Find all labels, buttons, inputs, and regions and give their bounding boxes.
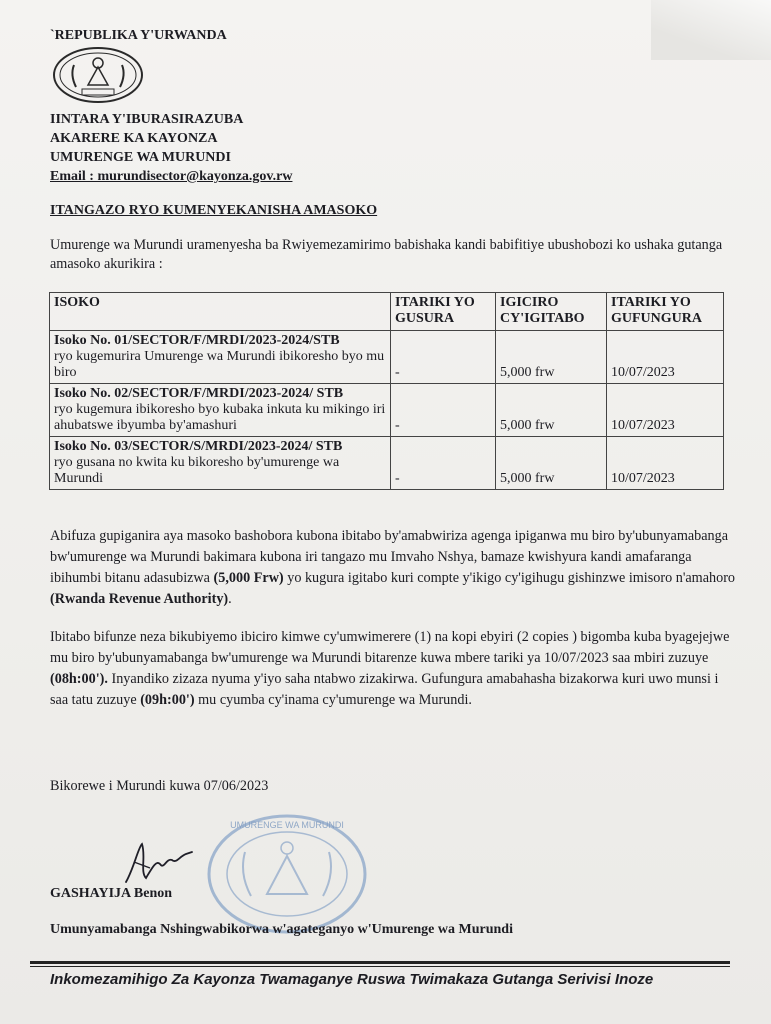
- tender-ref: Isoko No. 03/SECTOR/S/MRDI/2023-2024/ STB: [54, 439, 343, 454]
- text-run-bold: (08h:00').: [50, 671, 108, 687]
- tender-ref: Isoko No. 01/SECTOR/F/MRDI/2023-2024/STB: [54, 333, 340, 348]
- tender-desc: ryo kugemura ibikoresho byo kubaka inkuta ku mikingo iri ahubatswe ibyumba by'amashuri: [54, 402, 386, 433]
- price-cell: 5,000 frw: [496, 384, 607, 437]
- column-header-visit-date: ITARIKI YO GUSURA: [391, 293, 496, 331]
- tender-desc: ryo gusana no kwita ku bikoresho by'umurenge wa Murundi: [54, 455, 340, 486]
- country-heading: `REPUBLIKA Y'URWANDA: [50, 28, 227, 43]
- footer-divider: [30, 961, 730, 964]
- table-row: [50, 437, 724, 490]
- official-stamp-icon: [205, 812, 370, 937]
- price-cell: 5,000 frw: [496, 331, 607, 384]
- opening-date-cell: 10/07/2023: [607, 331, 724, 384]
- price-cell: 5,000 frw: [496, 437, 607, 490]
- visit-date-cell: -: [391, 331, 496, 384]
- text-run: yo kugura igitabo kuri compte y'ikigo cy'igihugu gishinzwe imisoro n'amahoro: [283, 570, 736, 586]
- signer-name: GASHAYIJA Benon: [50, 886, 173, 901]
- column-header-book-price: IGICIRO CY'IGITABO: [496, 293, 607, 331]
- instructions-paragraph: [50, 526, 740, 610]
- issue-date-line: Bikorewe i Murundi kuwa 07/06/2023: [50, 778, 269, 794]
- signer-role: Umunyamabanga Nshingwabikorwa w'agateganyo w'Umurenge wa Murundi: [50, 922, 513, 937]
- district-heading: AKARERE KA KAYONZA: [50, 131, 218, 146]
- table-header-row: [50, 293, 724, 331]
- tender-cell: [50, 437, 391, 490]
- column-header-isoko: ISOKO: [50, 293, 391, 331]
- handwritten-signature-icon: [120, 838, 200, 893]
- opening-date-cell: 10/07/2023: [607, 384, 724, 437]
- text-run-bold: (5,000 Frw): [213, 570, 284, 586]
- table-row: [50, 384, 724, 437]
- text-run: mu cyumba cy'inama cy'umurenge wa Murundi.: [194, 692, 472, 708]
- visit-date-cell: -: [391, 437, 496, 490]
- footer-divider-thin: [30, 966, 730, 967]
- province-heading: IINTARA Y'IBURASIRAZUBA: [50, 112, 244, 127]
- tender-cell: [50, 384, 391, 437]
- document-title: ITANGAZO RYO KUMENYEKANISHA AMASOKO: [50, 203, 378, 218]
- opening-date-cell: 10/07/2023: [607, 437, 724, 490]
- submission-paragraph: [50, 627, 740, 711]
- tenders-table: [49, 292, 724, 490]
- email-line[interactable]: Email : murundisector@kayonza.gov.rw: [50, 169, 293, 184]
- table-row: [50, 331, 724, 384]
- text-run-bold: (09h:00'): [140, 692, 195, 708]
- tender-cell: [50, 331, 391, 384]
- text-run: Ibitabo bifunze neza bikubiyemo ibiciro kimwe cy'umwimerere (1) na kopi ebyiri (2 copies ) bigomba kuba byagejejwe mu biro by'ubunyamabanga bw'umurenge wa Murundi bitarenze kuwa mbere tariki ya 10/07/2023 saa mbiri zuzuye: [50, 629, 730, 666]
- text-run: .: [228, 591, 232, 607]
- footer-motto: Inkomezamihigo Za Kayonza Twamaganye Ruswa Twimakaza Gutanga Serivisi Inoze: [50, 971, 654, 988]
- tender-ref: Isoko No. 02/SECTOR/F/MRDI/2023-2024/ STB: [54, 386, 344, 401]
- intro-paragraph: Umurenge wa Murundi uramenyesha ba Rwiyemezamirimo babishaka kandi babifitiye ubushobozi ko ushaka gutanga amasoko akurikira :: [50, 237, 723, 272]
- text-run: Inyandiko zizaza nyuma y'iyo saha ntabwo zizakirwa. Gufungura amabahasha bizakorwa kuri uwo munsi i saa tatu zuzuye: [50, 671, 719, 708]
- tender-desc: ryo kugemurira Umurenge wa Murundi ibikoresho byo mu biro: [54, 349, 385, 380]
- paper-fold: [651, 0, 771, 60]
- sector-heading: UMURENGE WA MURUNDI: [50, 150, 231, 165]
- rwanda-emblem-icon: [52, 45, 144, 105]
- visit-date-cell: -: [391, 384, 496, 437]
- text-run: Abifuza gupiganira aya masoko bashobora kubona ibitabo by'amabwiriza agenga ipiganwa mu biro by'ubunyamabanga bw'umurenge wa Murundi bakimara kubona iri tangazo mu Imvaho Nshya, bamaze kwishyura kandi amafaranga ibihumbi bitanu adasubizwa: [50, 528, 729, 586]
- stamp-text: UMURENGE WA MURUNDI: [230, 820, 344, 830]
- text-run-bold: (Rwanda Revenue Authority): [50, 591, 229, 607]
- column-header-opening-date: ITARIKI YO GUFUNGURA: [607, 293, 724, 331]
